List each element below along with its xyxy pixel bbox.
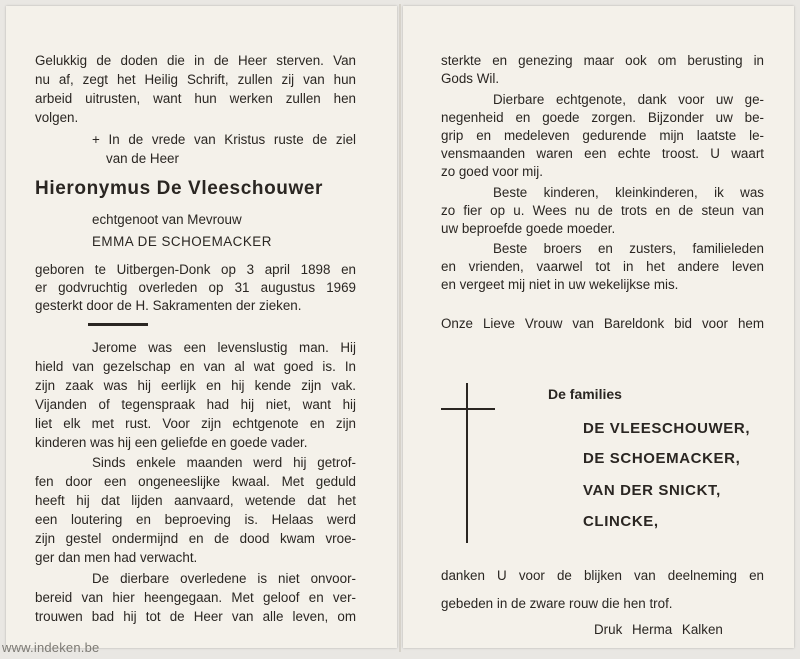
right-text-line: negenheid en goede zorgen. Bijzonder uw be- — [441, 110, 764, 125]
right-text-line: zo fier op u. Wees nu de trots en de steun van — [441, 203, 764, 218]
cross-icon — [466, 383, 468, 543]
bio-line: Jerome was een levenslustig man. Hij — [92, 340, 356, 355]
bio-line: fen door een ongeneeslijke kwaal. Met geduld — [35, 474, 356, 489]
right-text-line: Beste broers en zusters, familieleden — [493, 241, 764, 256]
prayer-line: van de Heer — [106, 151, 179, 166]
bio-line: hield van gezelschap en van al wat goed is. In — [35, 359, 356, 374]
family-name: DE SCHOEMACKER, — [583, 450, 741, 467]
right-text-line: Dierbare echtgenote, dank voor uw ge- — [493, 92, 764, 107]
scripture-line: Gelukkig de doden die in de Heer sterven. Van — [35, 53, 356, 68]
cross-icon-bar — [441, 408, 495, 410]
bio-line: kinderen was hij een geliefde en goede vader. — [35, 435, 308, 450]
families-title: De families — [548, 386, 622, 402]
right-text-line: en vergeet mij niet in uw wekelijkse mis. — [441, 277, 679, 292]
bio-line: Vijanden of tegenspraak had hij niet, want hij — [35, 397, 356, 412]
scripture-line: nu af, zegt het Heilig Schrift, zullen zij van hun — [35, 72, 356, 87]
bio-line: De dierbare overledene is niet onvoor- — [92, 571, 356, 586]
dates-line: gesterkt door de H. Sakramenten der zieken. — [35, 298, 302, 313]
thanks-line: danken U voor de blijken van deelneming en — [441, 568, 764, 583]
bio-line: Sinds enkele maanden werd hij getrof- — [92, 455, 356, 470]
right-text-line: sterkte en genezing maar ook om berusting in — [441, 53, 764, 68]
right-text-line: Beste kinderen, kleinkinderen, ik was — [493, 185, 764, 200]
scripture-line: arbeid uitrusten, want hun werken zullen hen — [35, 91, 356, 106]
bio-line: bereid van hier heengegaan. Met geloof en ver- — [35, 590, 356, 605]
bio-line: zijn gestel ondermijnd en de dood kwam vroe- — [35, 531, 356, 546]
bio-line: zijn zaak was hij eerlijk en hij kende zijn vak. — [35, 378, 356, 393]
watermark: www.indeken.be — [2, 640, 100, 655]
invocation-line: Onze Lieve Vrouw van Bareldonk bid voor hem — [441, 316, 764, 331]
right-text-line: uw beproefde goede moeder. — [441, 221, 616, 236]
bio-line: ger dan men had verwacht. — [35, 550, 198, 565]
bio-line: liet elk met rust. Voor zijn echtgenote en zijn — [35, 416, 356, 431]
spouse-intro: echtgenoot van Mevrouw — [92, 212, 242, 227]
spouse-name: EMMA DE SCHOEMACKER — [92, 234, 272, 249]
right-text-line: grip en medeleven gedurende mijn laatste le- — [441, 128, 764, 143]
divider-rule — [88, 323, 148, 326]
scripture-line: volgen. — [35, 110, 79, 125]
bio-line: trouwen bad hij tot de Heer van alle leven, om — [35, 609, 356, 624]
family-name: CLINCKE, — [583, 513, 659, 530]
thanks-line: gebeden in de zware rouw die hen trof. — [441, 596, 673, 611]
right-text-line: Gods Wil. — [441, 71, 500, 86]
dates-line: geboren te Uitbergen-Donk op 3 april 1898 en — [35, 262, 356, 277]
right-text-line: vensmaanden waren een echte troost. U waart — [441, 146, 764, 161]
printer-credit: Druk Herma Kalken — [594, 622, 723, 637]
bio-line: heeft hij dat lijden aanvaard, wetende dat het — [35, 493, 356, 508]
right-text-line: zo goed voor mij. — [441, 164, 543, 179]
family-name: DE VLEESCHOUWER, — [583, 420, 751, 437]
right-text-line: en vrienden, vaarwel tot in het andere leven — [441, 259, 764, 274]
prayer-line: + In de vrede van Kristus ruste de ziel — [92, 132, 356, 147]
deceased-name: Hieronymus De Vleeschouwer — [35, 178, 324, 199]
dates-line: er godvruchtig overleden op 31 augustus 1969 — [35, 280, 356, 295]
bio-line: een loutering en beproeving is. Helaas werd — [35, 512, 356, 527]
card-fold — [399, 4, 401, 652]
family-name: VAN DER SNICKT, — [583, 482, 721, 499]
